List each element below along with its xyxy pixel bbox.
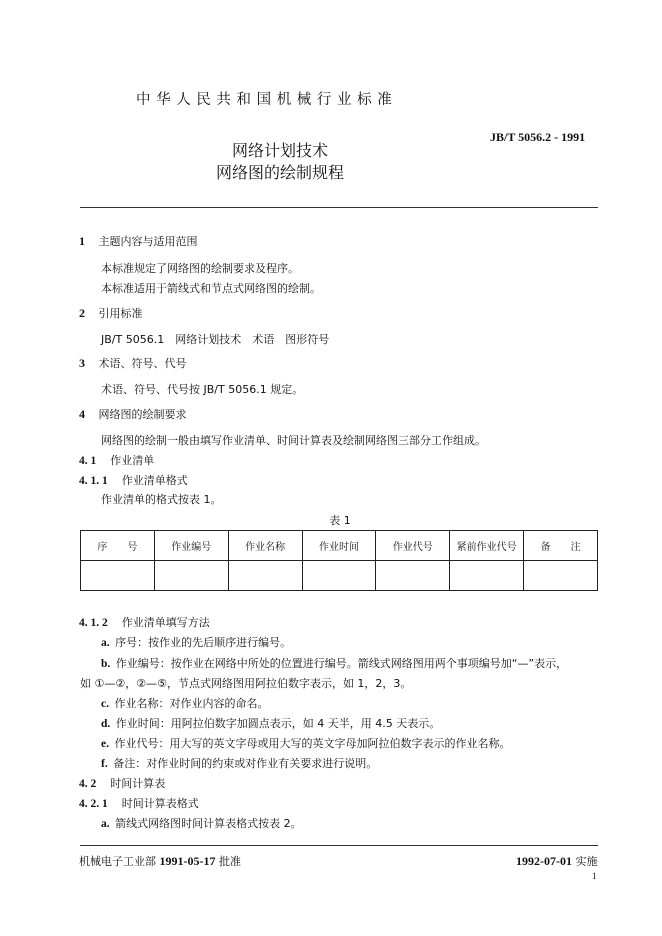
- list-item: [101, 715, 440, 731]
- paragraph: 术语、符号、代号按 JB/T 5056.1 规定。: [101, 383, 304, 396]
- list-item-label: a.: [101, 637, 110, 649]
- paragraph: JB/T 5056.1 网络计划技术 术语 图形符号: [101, 333, 330, 346]
- table-cell: [81, 561, 155, 591]
- subsection-4-1-1-heading: [79, 472, 188, 488]
- section-title: 时间计算表格式: [121, 797, 199, 810]
- table-header-cell: 备 注: [524, 531, 598, 561]
- table-cell: [228, 561, 302, 591]
- approval-label: 批准: [219, 855, 241, 868]
- approval-date: 1991-05-17: [159, 854, 216, 868]
- standard-number: JB/T 5056.2 - 1991: [490, 130, 586, 144]
- list-item: [101, 755, 377, 771]
- table-row: [81, 561, 598, 591]
- list-item-continuation: 如 ①—②，②—⑤，节点式网络图用阿拉伯数字表示，如 1，2，3。: [80, 677, 412, 690]
- section-title: 作业清单填写方法: [121, 616, 210, 629]
- table-header-cell: 作业代号: [376, 531, 450, 561]
- table-header-cell: 作业编号: [154, 531, 228, 561]
- table-header-cell: 作业时间: [302, 531, 376, 561]
- list-item-label: b.: [101, 658, 111, 670]
- table-1: [80, 530, 598, 591]
- paragraph: 本标准规定了网络图的绘制要求及程序。: [101, 262, 299, 275]
- section-4-heading: [79, 406, 187, 422]
- list-item: [101, 655, 567, 671]
- document-title-line2: 网络图的绘制规程: [215, 163, 344, 182]
- implementation-label: 实施: [575, 855, 598, 868]
- section-number: 4. 1. 2: [79, 617, 108, 629]
- section-number: 4. 1. 1: [79, 475, 108, 487]
- table-cell: [524, 561, 598, 591]
- section-title: 作业清单格式: [121, 474, 188, 487]
- list-item-label: c.: [101, 698, 109, 710]
- list-item-text: 作业时间：用阿拉伯数字加圆点表示，如 4 天半，用 4.5 天表示。: [115, 717, 441, 730]
- footer-divider: [80, 845, 598, 846]
- standard-category-header: 中华人民共和国机械行业标准: [136, 92, 398, 108]
- header-divider: [80, 207, 598, 208]
- list-item-label: f.: [101, 758, 108, 770]
- list-item-text: 作业代号：用大写的英文字母或用大写的英文字母加阿拉伯数字表示的作业名称。: [114, 737, 511, 750]
- subsection-4-2-1-heading: [79, 795, 199, 811]
- list-item-text: 序号：按作业的先后顺序进行编号。: [115, 636, 292, 649]
- section-number: 4. 2. 1: [79, 798, 108, 810]
- section-2-heading: [79, 305, 143, 321]
- list-item-text: 作业名称：对作业内容的命名。: [114, 697, 269, 710]
- section-3-heading: [79, 355, 187, 371]
- section-title: 引用标准: [98, 307, 143, 320]
- table-cell: [450, 561, 524, 591]
- implementation-date: 1992-07-01: [516, 854, 572, 868]
- table-cell: [154, 561, 228, 591]
- list-item: [101, 735, 510, 751]
- paragraph: 作业清单的格式按表 1。: [101, 493, 222, 506]
- table-header-row: [81, 531, 598, 561]
- list-item: [101, 634, 291, 650]
- list-item-label: e.: [101, 738, 109, 750]
- table-header-cell: 紧前作业代号: [450, 531, 524, 561]
- section-number: 2: [79, 306, 85, 320]
- list-item-label: d.: [101, 718, 111, 730]
- paragraph: 网络图的绘制一般由填写作业清单、时间计算表及绘制网络图三部分工作组成。: [101, 434, 486, 447]
- section-title: 作业清单: [110, 454, 155, 467]
- implementation-line: [516, 853, 598, 869]
- section-title: 网络图的绘制要求: [98, 408, 187, 421]
- list-item-text: 箭线式网络图时间计算表格式按表 2。: [115, 817, 302, 830]
- paragraph: 本标准适用于箭线式和节点式网络图的绘制。: [101, 282, 321, 295]
- table-header-cell: 序 号: [81, 531, 155, 561]
- table-cell: [376, 561, 450, 591]
- section-number: 4: [79, 407, 85, 421]
- section-title: 术语、符号、代号: [98, 357, 187, 370]
- section-title: 主题内容与适用范围: [98, 235, 198, 248]
- table-caption: 表 1: [329, 514, 351, 527]
- section-number: 4. 2: [79, 778, 97, 790]
- approval-line: [79, 853, 241, 869]
- list-item-label: a.: [101, 818, 110, 830]
- subsection-4-1-heading: [79, 452, 154, 468]
- list-item: [101, 815, 302, 831]
- subsection-4-1-2-heading: [79, 614, 210, 630]
- section-number: 3: [79, 356, 85, 370]
- table-cell: [302, 561, 376, 591]
- document-title-line1: 网络计划技术: [231, 141, 328, 160]
- section-1-heading: [79, 233, 198, 249]
- list-item-text: 作业编号：按作业在网络中所处的位置进行编号。箭线式网络图用两个事项编号加“—”表示，: [115, 657, 568, 670]
- section-number: 1: [79, 234, 85, 248]
- list-item: [101, 695, 268, 711]
- subsection-4-2-heading: [79, 775, 165, 791]
- page-number: 1: [592, 871, 597, 881]
- table-header-cell: 作业名称: [228, 531, 302, 561]
- approving-authority: 机械电子工业部: [79, 855, 156, 868]
- section-title: 时间计算表: [110, 777, 166, 790]
- section-number: 4. 1: [79, 455, 97, 467]
- list-item-text: 备注：对作业时间的约束或对作业有关要求进行说明。: [113, 757, 378, 770]
